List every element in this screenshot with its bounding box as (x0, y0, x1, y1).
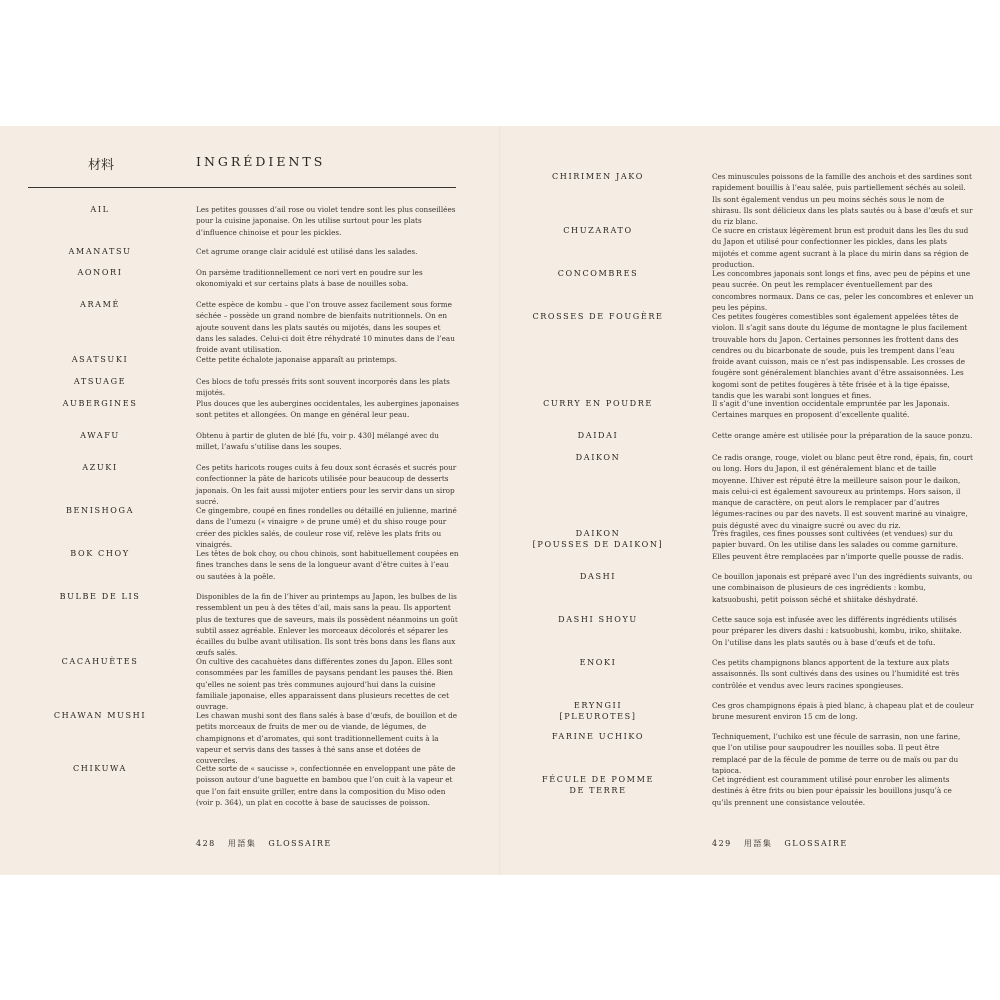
page-number: 428 (196, 839, 216, 848)
entry-description: Ce gingembre, coupé en fines rondelles ou détaillé en julienne, mariné dans de l’umezu (« vinaigre » de prune umé) et du shiso rouge pour créer des pickles salés, de couleur rose vif, relève les plats frits ou vinaigrés. (196, 506, 457, 549)
entry-term: FARINE UCHIKO (551, 731, 645, 741)
left-page (0, 126, 500, 875)
entry-description: Cette espèce de kombu – que l’on trouve assez facilement sous forme séchée – possède un grand nombre de bienfaits nutritionnels. On en ajoute souvent dans les plats sautés ou mijotés, dans les soupes et dans les salades. Celui-ci doit être réhydraté 10 minutes dans de l’eau froide avant utilisation. (196, 300, 455, 355)
entry-term: AIL (90, 204, 110, 214)
entry-term: DAIKON (575, 452, 621, 462)
left-footer (196, 838, 340, 849)
entry-term: ASATSUKI (71, 354, 129, 364)
footer-kanji: 用語集 (743, 839, 773, 848)
entry-term: ENOKI (579, 657, 617, 667)
entry-description: On parsème traditionnellement ce nori vert en poudre sur les okonomiyaki et sur certains plats à base de nouilles soba. (196, 268, 423, 289)
entry-description: Ces minuscules poissons de la famille des anchois et des sardines sont rapidement bouillis à l’eau salée, puis partiellement séchés au soleil. Ils sont également vendus un peu moins séchés sous le nom de shirasu. Ils sont délicieux dans les plats sautés ou à base d’œufs et sur du riz blanc. (712, 172, 973, 227)
entry-term: CROSSES DE FOUGÈRE (532, 311, 664, 321)
entry-term: CHIRIMEN JAKO (552, 171, 644, 181)
header-rule (28, 187, 456, 188)
entry-term: DAIKON [POUSSES DE DAIKON] (532, 528, 664, 549)
entry-term: AONORI (77, 267, 123, 277)
entry-description: On cultive des cacahuètes dans différentes zones du Japon. Elles sont consommées par les familles de paysans pendant les pauses thé. Bien qu’elles ne soient pas très communes aujourd’hui dans la cuisine familiale japonaise, elles apparaissent dans plusieurs recettes de cet ouvrage. (196, 657, 453, 712)
entry-description: Cette petite échalote japonaise apparaît au printemps. (196, 355, 398, 364)
entry-description: Cette sorte de « saucisse », confectionnée en enveloppant une pâte de poisson autour d’une baguette en bambou que l’on cuit à la vapeur et que l’on fait ensuite griller, entre dans la composition du Miso oden (voir p. 364), un plat en cocotte à base de saucisses de poisson. (196, 764, 456, 807)
entry-description: Obtenu à partir de gluten de blé [fu, voir p. 430] mélangé avec du millet, l’awafu s’utilise dans les soupes. (196, 431, 439, 452)
entry-term: CHUZARATO (563, 225, 633, 235)
book-spread (0, 126, 1000, 875)
entry-description: Ces blocs de tofu pressés frits sont souvent incorporés dans les plats mijotés. (196, 377, 450, 398)
entry-term: ATSUAGE (73, 376, 127, 386)
entry-term: AZUKI (82, 462, 118, 472)
entry-description: Les petites gousses d’ail rose ou violet tendre sont les plus conseillées pour la cuisine japonaise. On les utilise surtout pour les plats d’influence chinoise et pour les pickles. (196, 205, 456, 237)
entry-description: Ces petits champignons blancs apportent de la texture aux plats assaisonnés. Ils sont cultivés dans des usines ou l’humidité est très contrôlée et vendus avec leurs racines spongieuses. (712, 658, 960, 690)
entry-term: DASHI (579, 571, 617, 581)
footer-label: GLOSSAIRE (268, 839, 332, 848)
entry-term: FÉCULE DE POMME DE TERRE (542, 774, 654, 795)
entry-term: BENISHOGA (65, 505, 135, 515)
entry-description: Cet ingrédient est couramment utilisé pour enrober les aliments destinés à être frits ou bien pour épaissir les bouillons jusqu’à ce qu’ils prennent une consistance veloutée. (712, 775, 952, 807)
entry-term: ARAMÉ (80, 299, 120, 309)
entry-term: CHAWAN MUSHI (53, 710, 147, 720)
entry-description: Les chawan mushi sont des flans salés à base d’œufs, de bouillon et de petits morceaux de fruits de mer ou de viande, de légumes, de champignons et d’aromates, qui sont traditionnellement cuits à la vapeur et servis dans des tasses à thé sans anse et dotées de couvercles. (196, 711, 458, 766)
entry-term: CURRY EN POUDRE (543, 398, 653, 408)
section-title: INGRÉDIENTS (196, 154, 326, 169)
entry-description: Ces gros champignons épais à pied blanc, à chapeau plat et de couleur brune mesurent environ 15 cm de long. (712, 701, 974, 722)
entry-term: BOK CHOY (70, 548, 130, 558)
entry-description: Cette orange amère est utilisée pour la préparation de la sauce ponzu. (712, 431, 973, 440)
entry-description: Les têtes de bok choy, ou chou chinois, sont habituellement coupées en fines tranches dans le sens de la longueur avant d’être cuites à l’eau ou sautées à la poêle. (196, 549, 459, 581)
page-number: 429 (712, 839, 732, 848)
entry-description: Très fragiles, ces fines pousses sont cultivées (et vendues) sur du papier buvard. On les utilise dans les salades ou comme garniture. Elles peuvent être remplacées par n’importe quelle pousse de radis. (712, 529, 964, 561)
entry-term: CHIKUWA (73, 763, 127, 773)
entry-term: CACAHUÈTES (61, 656, 139, 666)
entry-term: AUBERGINES (62, 398, 138, 408)
entry-term: DAIDAI (577, 430, 619, 440)
entry-description: Ces petites fougères comestibles sont également appelées têtes de violon. Il s’agit sans doute du légume de montagne le plus facilement trouvable hors du Japon. Certaines personnes les frottent dans des cendres ou du bicarbonate de soude, puis les trempent dans l’eau froide avant cuisson, mais ce n’est pas indispensable. Les crosses de fougère sont généralement blanchies avant d’être assaisonnées. Les kogomi sont de petites fougères à tête frisée et à la tige épaisse, tandis que les warabi sont longues et fines. (712, 312, 968, 401)
entry-term: BULBE DE LIS (59, 591, 141, 601)
entry-description: Ce radis orange, rouge, violet ou blanc peut être rond, épais, fin, court ou long. Hors du Japon, il est généralement blanc et de taille moyenne. L’hiver est réputé être la meilleure saison pour le daikon, mais celui-ci est également savoureux au printemps. Hors saison, il manque de caractère, on peut alors le remplacer par d’autres légumes-racines ou par des navets. Il est souvent mariné au vinaigre, puis dégusté avec du vinaigre sucré ou avec du riz. (712, 453, 973, 530)
entry-term: AWAFU (80, 430, 120, 440)
entry-description: Ce sucre en cristaux légèrement brun est produit dans les îles du sud du Japon et utilisé pour confectionner les pickles, dans les plats mijotés et comme agent sucrant à la place du mirin dans sa région de production. (712, 226, 969, 269)
entry-description: Ce bouillon japonais est préparé avec l’un des ingrédients suivants, ou une combinaison de plusieurs de ces ingrédients : kombu, katsuobushi, petit poisson séché et shiitake déshydraté. (712, 572, 973, 604)
footer-label: GLOSSAIRE (784, 839, 848, 848)
entry-description: Disponibles de la fin de l’hiver au printemps au Japon, les bulbes de lis ressemblent un peu à des têtes d’ail, mais sans la peau. Ils apportent plus de textures que de saveurs, mais ils possèdent néanmoins un goût subtil assez agréable. Enlever les morceaux décolorés et séparer les écailles du bulbe avant utilisation. Ils sont très bons dans les flans aux œufs salés. (196, 592, 458, 658)
section-kanji: 材料 (88, 158, 115, 173)
entry-description: Cette sauce soja est infusée avec les différents ingrédients utilisés pour préparer les divers dashi : katsuobushi, kombu, iriko, shiitake. On l’utilise dans les plats sautés ou à base d’œufs et de tofu. (712, 615, 962, 647)
entry-description: Il s’agit d’une invention occidentale empruntée par les Japonais. Certaines marques en proposent d’excellente qualité. (712, 399, 950, 420)
right-footer (712, 838, 856, 849)
right-page (500, 126, 1000, 875)
entry-description: Les concombres japonais sont longs et fins, avec peu de pépins et une peau sucrée. On peut les remplacer éventuellement par des concombres normaux. Dans ce cas, peler les concombres et enlever un peu les pépins. (712, 269, 974, 312)
footer-kanji: 用語集 (227, 839, 257, 848)
entry-description: Techniquement, l’uchiko est une fécule de sarrasin, non une farine, que l’on utilise pour saupoudrer les nouilles soba. Il peut être remplacé par de la fécule de pomme de terre ou de maïs ou par du tapioca. (712, 732, 961, 775)
entry-description: Ces petits haricots rouges cuits à feu doux sont écrasés et sucrés pour confectionner la pâte de haricots utilisée pour beaucoup de desserts japonais. On les fait aussi mijoter entiers pour les servir dans un sirop sucré. (196, 463, 457, 506)
entry-description: Plus douces que les aubergines occidentales, les aubergines japonaises sont petites et allongées. On mange en général leur peau. (196, 399, 459, 420)
entry-term: CONCOMBRES (557, 268, 639, 278)
entry-term: ERYNGII [PLEUROTES] (559, 700, 637, 721)
entry-term: DASHI SHOYU (558, 614, 638, 624)
entry-description: Cet agrume orange clair acidulé est utilisé dans les salades. (196, 247, 418, 256)
entry-term: AMANATSU (68, 246, 132, 256)
